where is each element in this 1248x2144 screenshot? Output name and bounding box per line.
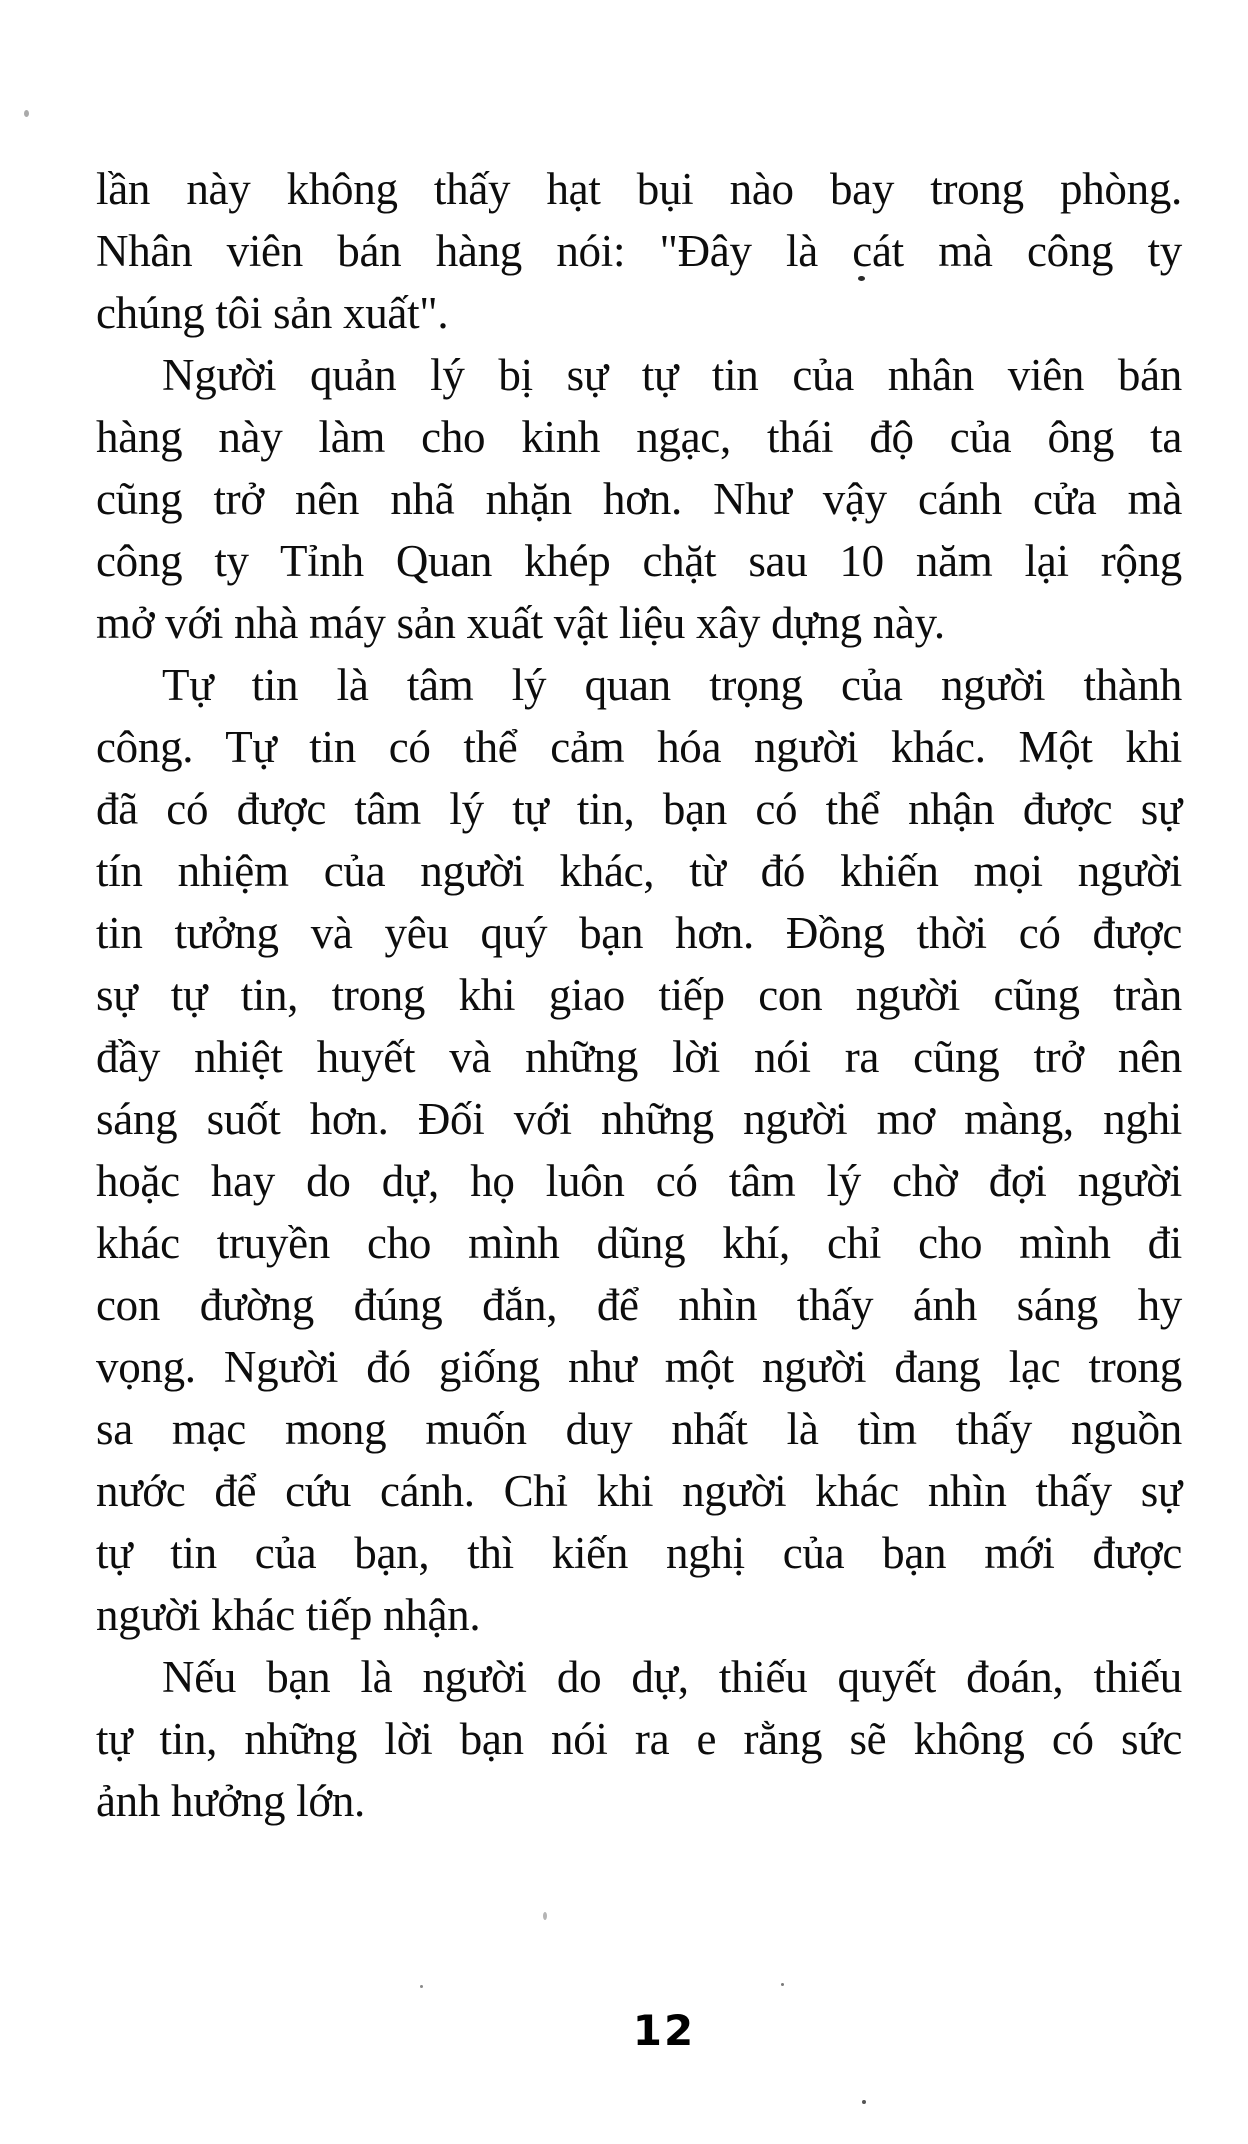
text-line: vọng. Người đó giống như một người đang lạc trong [96,1342,1182,1392]
text-line: tự tin của bạn, thì kiến nghị của bạn mới được [96,1528,1182,1578]
paragraph-3 [96,654,1182,1646]
text-line: người khác tiếp nhận. [96,1590,481,1640]
text-line: đầy nhiệt huyết và những lời nói ra cũng trở nên [96,1032,1182,1082]
paragraph-1 [96,158,1182,344]
scan-speck [858,276,865,281]
text-line: khác truyền cho mình dũng khí, chỉ cho mình đi [96,1218,1182,1268]
page-number: 12 [632,2006,696,2055]
text-line: con đường đúng đắn, để nhìn thấy ánh sáng hy [96,1280,1182,1330]
text-line: ảnh hưởng lớn. [96,1776,366,1826]
scan-speck [781,1983,784,1986]
scan-speck [420,1985,423,1988]
text-line: công. Tự tin có thể cảm hóa người khác. Một khi [96,722,1182,772]
text-line: Nếu bạn là người do dự, thiếu quyết đoán, thiếu [162,1652,1182,1702]
text-line: sáng suốt hơn. Đối với những người mơ màng, nghi [96,1094,1182,1144]
text-line: mở với nhà máy sản xuất vật liệu xây dựng này. [96,598,945,648]
text-line: lần này không thấy hạt bụi nào bay trong phòng. [96,164,1182,214]
text-line: tin tưởng và yêu quý bạn hơn. Đồng thời có được [96,908,1182,958]
text-line: tự tin, những lời bạn nói ra e rằng sẽ không có sức [96,1714,1182,1764]
text-line: cũng trở nên nhã nhặn hơn. Như vậy cánh cửa mà [96,474,1182,524]
text-line: chúng tôi sản xuất". [96,288,449,338]
text-line: nước để cứu cánh. Chỉ khi người khác nhìn thấy sự [96,1466,1182,1516]
text-line: sự tự tin, trong khi giao tiếp con người cũng tràn [96,970,1182,1020]
paragraph-4 [96,1646,1182,1832]
page-text-block [96,158,1182,1832]
scan-speck [862,2100,866,2104]
text-line: công ty Tỉnh Quan khép chặt sau 10 năm lại rộng [96,536,1182,586]
scan-speck [24,110,29,117]
text-line: hoặc hay do dự, họ luôn có tâm lý chờ đợi người [96,1156,1182,1206]
text-line: sa mạc mong muốn duy nhất là tìm thấy nguồn [96,1404,1182,1454]
paragraph-2 [96,344,1182,654]
text-line: hàng này làm cho kinh ngạc, thái độ của ông ta [96,412,1182,462]
text-line: tín nhiệm của người khác, từ đó khiến mọi người [96,846,1182,896]
text-line: Nhân viên bán hàng nói: "Đây là cát mà công ty [96,226,1182,276]
text-line: đã có được tâm lý tự tin, bạn có thể nhận được sự [96,784,1182,834]
text-line: Tự tin là tâm lý quan trọng của người thành [162,660,1182,710]
scan-speck [543,1912,547,1920]
text-line: Người quản lý bị sự tự tin của nhân viên bán [162,350,1182,400]
